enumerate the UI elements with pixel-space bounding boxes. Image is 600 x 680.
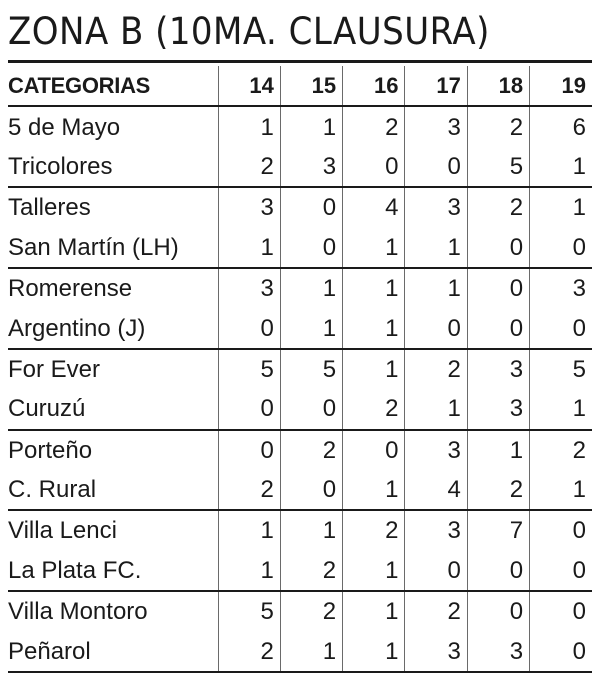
table-cell: 1 (530, 147, 592, 187)
team-name: Curuzú (8, 389, 218, 429)
team-name: For Ever (8, 355, 101, 383)
table-cell: 0 (530, 308, 592, 348)
team-name: Talleres (8, 194, 91, 222)
team-name: Argentino (J) (8, 308, 218, 348)
column-header-19: 19 (530, 66, 592, 106)
table-cell: 0 (467, 308, 529, 348)
table-cell: 1 (343, 349, 405, 389)
table-cell: 1 (530, 470, 592, 510)
table-cell: 0 (343, 147, 405, 187)
table-cell: 2 (467, 470, 529, 510)
table-row (8, 510, 592, 550)
table-cell: 1 (343, 591, 405, 631)
table-cell: 2 (467, 106, 529, 146)
table-cell: 1 (218, 510, 280, 550)
page-title: ZONA B (10MA. CLAUSURA) (8, 10, 490, 53)
table-cell: 1 (343, 308, 405, 348)
team-name: Villa Montoro (8, 598, 148, 626)
table-row (8, 631, 592, 671)
table-row (8, 308, 592, 348)
table-row (8, 591, 592, 631)
table-cell: 2 (343, 389, 405, 429)
table-cell: 0 (280, 228, 342, 268)
column-header-15: 15 (280, 66, 342, 106)
table-cell: 5 (467, 147, 529, 187)
table-cell: 4 (405, 470, 467, 510)
table-row (8, 147, 592, 187)
table-row (8, 106, 592, 146)
table-cell: 2 (405, 591, 467, 631)
table-cell: 0 (530, 591, 592, 631)
table-cell: 0 (405, 551, 467, 591)
table-cell: 0 (467, 591, 529, 631)
table-cell: 0 (405, 308, 467, 348)
table-cell: 3 (405, 430, 467, 470)
table-cell: 0 (530, 551, 592, 591)
table-cell: 1 (405, 389, 467, 429)
table-cell: 0 (467, 551, 529, 591)
column-header-14: 14 (218, 66, 280, 106)
table-cell: 2 (280, 430, 342, 470)
table-row (8, 349, 592, 389)
table-row (8, 187, 592, 227)
table-cell: 1 (405, 268, 467, 308)
table-cell: 2 (343, 510, 405, 550)
table-cell: 2 (530, 430, 592, 470)
table-cell: 2 (343, 106, 405, 146)
table-cell: 1 (218, 228, 280, 268)
table-cell: 1 (530, 187, 592, 227)
team-name: Tricolores (8, 147, 218, 187)
table-cell: 3 (405, 631, 467, 671)
table-cell: 1 (343, 470, 405, 510)
team-name: Porteño (8, 436, 93, 464)
table-cell: 1 (343, 551, 405, 591)
table-row (8, 389, 592, 429)
table-cell: 3 (405, 510, 467, 550)
table-cell: 3 (467, 349, 529, 389)
table-cell: 5 (218, 591, 280, 631)
table-cell: 1 (405, 228, 467, 268)
table-cell: 2 (218, 631, 280, 671)
table-cell: 0 (218, 430, 280, 470)
table-cell: 5 (280, 349, 342, 389)
table-cell: 2 (280, 591, 342, 631)
table-cell: 3 (467, 389, 529, 429)
table-row (8, 228, 592, 268)
table-cell: 3 (218, 187, 280, 227)
table-cell: 5 (530, 349, 592, 389)
table-row (8, 470, 592, 510)
table-cell: 1 (280, 510, 342, 550)
column-header-16: 16 (343, 66, 405, 106)
table-cell: 0 (467, 228, 529, 268)
table-row (8, 268, 592, 308)
table-cell: 4 (343, 187, 405, 227)
table-cell: 0 (405, 147, 467, 187)
table-cell: 2 (218, 470, 280, 510)
table-cell: 1 (218, 106, 280, 146)
team-name: Peñarol (8, 631, 218, 671)
title-divider (8, 60, 592, 63)
table-cell: 1 (280, 106, 342, 146)
table-cell: 2 (218, 147, 280, 187)
table-cell: 3 (405, 106, 467, 146)
team-name: Villa Lenci (8, 517, 117, 545)
table-cell: 0 (530, 228, 592, 268)
table-cell: 3 (530, 268, 592, 308)
header-row (8, 66, 592, 106)
team-name: 5 de Mayo (8, 113, 121, 141)
table-cell: 5 (218, 349, 280, 389)
table-cell: 0 (467, 268, 529, 308)
table-cell: 2 (405, 349, 467, 389)
table-cell: 0 (280, 470, 342, 510)
table-cell: 1 (218, 551, 280, 591)
table-cell: 1 (343, 268, 405, 308)
team-name: La Plata FC. (8, 551, 218, 591)
team-name: San Martín (LH) (8, 228, 218, 268)
table-cell: 3 (280, 147, 342, 187)
team-name: Romerense (8, 275, 133, 303)
table-row (8, 430, 592, 470)
table-cell: 0 (343, 430, 405, 470)
table-cell: 3 (405, 187, 467, 227)
table-cell: 0 (530, 631, 592, 671)
table-cell: 1 (530, 389, 592, 429)
team-name: C. Rural (8, 470, 218, 510)
table-cell: 0 (280, 187, 342, 227)
table-cell: 0 (280, 389, 342, 429)
table-cell: 3 (218, 268, 280, 308)
table-cell: 3 (467, 631, 529, 671)
table-cell: 0 (218, 389, 280, 429)
column-header-17: 17 (405, 66, 467, 106)
table-cell: 1 (280, 631, 342, 671)
table-cell: 7 (467, 510, 529, 550)
table-cell: 1 (467, 430, 529, 470)
table-cell: 0 (218, 308, 280, 348)
table-cell: 2 (467, 187, 529, 227)
column-header-18: 18 (467, 66, 529, 106)
column-header-categorias: CATEGORIAS (8, 66, 218, 106)
table-cell: 2 (280, 551, 342, 591)
table-row (8, 551, 592, 591)
table-cell: 1 (343, 228, 405, 268)
table-cell: 0 (530, 510, 592, 550)
table-cell: 1 (280, 268, 342, 308)
table-cell: 1 (343, 631, 405, 671)
results-table (8, 66, 592, 673)
table-cell: 1 (280, 308, 342, 348)
table-cell: 6 (530, 106, 592, 146)
